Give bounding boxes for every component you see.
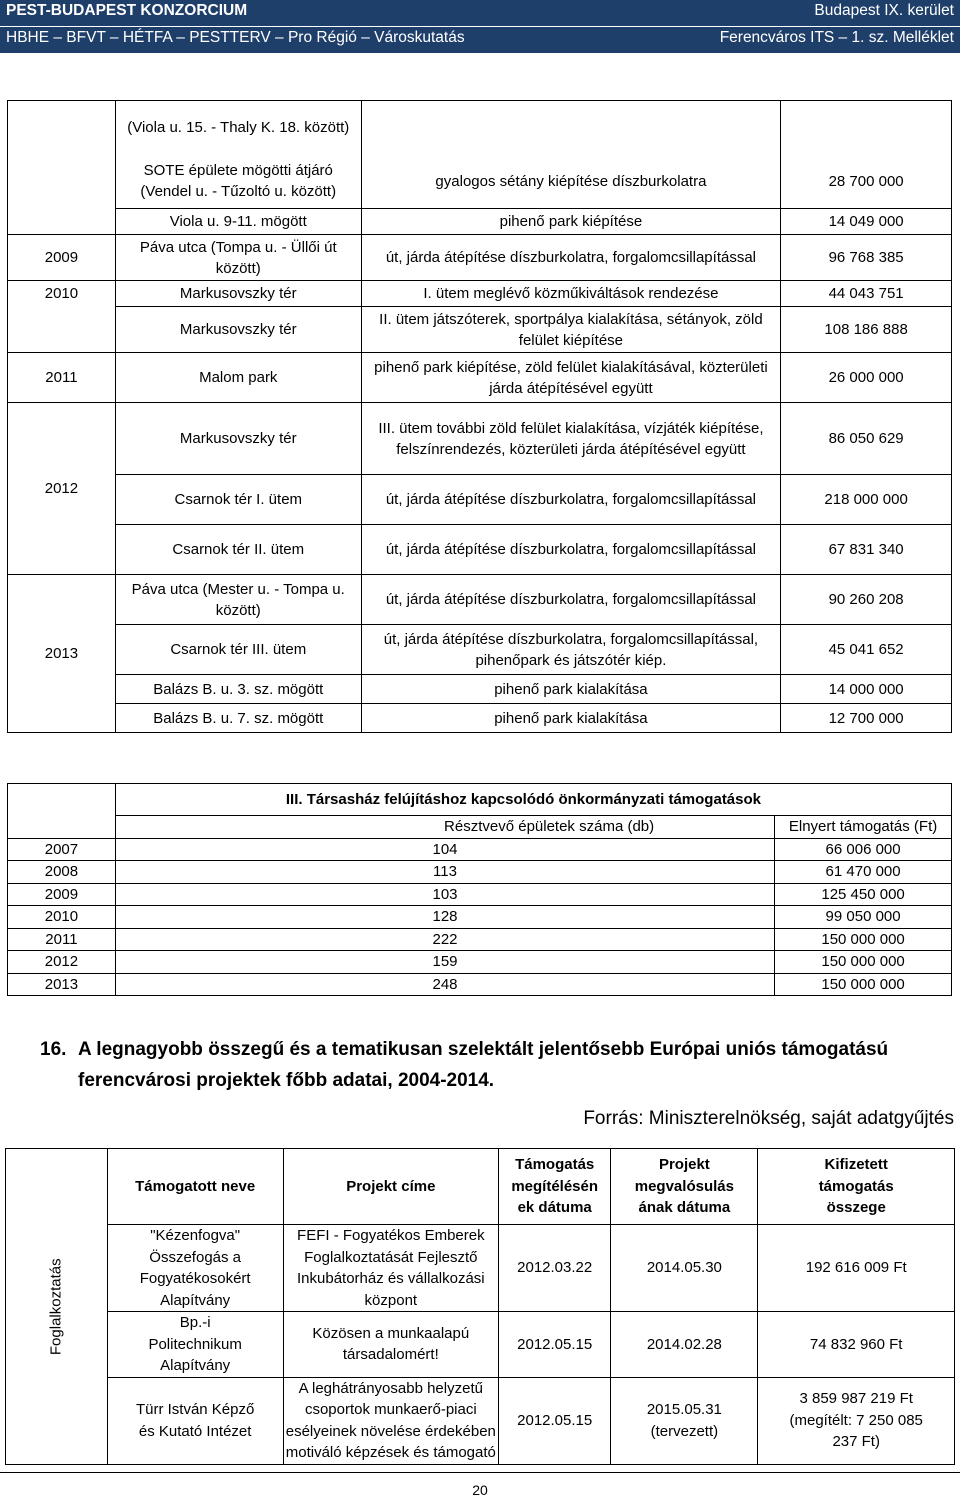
project-amount: 45 041 652	[781, 625, 952, 675]
table-row	[8, 155, 952, 209]
project-amount: 12 700 000	[781, 704, 952, 733]
project-amount: 26 000 000	[781, 353, 952, 403]
project-desc: út, járda átépítése díszburkolatra, forgalomcsillapítással	[361, 235, 781, 281]
year-cell: 2011	[8, 353, 116, 403]
year-cell: 2013	[8, 575, 116, 733]
header-org: PEST-BUDAPEST KONZORCIUM	[6, 2, 248, 19]
project-desc: III. ütem további zöld felület kialakítása, vízjáték kiépítése, felszínrendezés, közterületi járda átépítésével együtt	[361, 403, 781, 475]
project-place: Balázs B. u. 7. sz. mögött	[115, 704, 361, 733]
table-row: 2008 113 61 470 000	[8, 861, 952, 884]
table-row	[8, 625, 952, 675]
project-desc: II. ütem játszóterek, sportpálya kialakítása, sétányok, zöld felület kiépítése	[361, 307, 781, 353]
col-header-award-date: Támogatás megítélésén ek dátuma	[499, 1149, 611, 1225]
project-amount: 67 831 340	[781, 525, 952, 575]
project-desc: út, járda átépítése díszburkolatra, forgalomcsillapítással	[361, 475, 781, 525]
project-place: Malom park	[115, 353, 361, 403]
table-row: 2013 248 150 000 000	[8, 973, 952, 996]
col-header-beneficiary: Támogatott neve	[107, 1149, 283, 1225]
project-desc: pihenő park kiépítése, zöld felület kialakításával, közterületi járda átépítésével együtt	[361, 353, 781, 403]
project-amount: 218 000 000	[781, 475, 952, 525]
section-title-line1: A legnagyobb összegű és a tematikusan szelektált jelentősebb Európai uniós támogatású	[78, 1039, 889, 1060]
project-amount: 28 700 000	[781, 155, 952, 209]
project-desc: pihenő park kiépítése	[361, 209, 781, 235]
project-place: SOTE épülete mögötti átjáró (Vendel u. - Tűzoltó u. között)	[115, 155, 361, 209]
project-place: Csarnok tér III. ütem	[115, 625, 361, 675]
project-place: Balázs B. u. 3. sz. mögött	[115, 675, 361, 704]
projects-table	[7, 100, 952, 733]
project-amount: 86 050 629	[781, 403, 952, 475]
page-number: 20	[472, 1482, 488, 1498]
project-place: (Viola u. 15. - Thaly K. 18. között)	[115, 101, 361, 155]
table-row	[8, 235, 952, 281]
project-place: Csarnok tér II. ütem	[115, 525, 361, 575]
table-row: 2007 104 66 006 000	[8, 838, 952, 861]
table-row	[8, 575, 952, 625]
table-title: III. Társasház felújításhoz kapcsolódó önkormányzati támogatások	[115, 784, 951, 816]
header-district: Budapest IX. kerület	[814, 2, 954, 19]
table-row: Türr István Képző és Kutató Intézet A leghátrányosabb helyzetű csoportok munkaerő-piaci esélyeinek növelése érdekében motiváló képzések és támogató 2012.05.15 2015.05.31 (tervezett) 3 859 987 219 Ft (megítélt: 7 250 085 237 Ft)	[6, 1377, 955, 1464]
project-amount: 108 186 888	[781, 307, 952, 353]
header-bar-2	[0, 27, 960, 53]
table-row: 2010 128 99 050 000	[8, 906, 952, 929]
project-place: Markusovszky tér	[115, 281, 361, 307]
table-header-row	[6, 1149, 955, 1225]
col-header-project: Projekt címe	[283, 1149, 498, 1225]
project-desc: pihenő park kialakítása	[361, 704, 781, 733]
project-place: Viola u. 9-11. mögött	[115, 209, 361, 235]
col-header-paid: Kifizetett támogatás összege	[758, 1149, 955, 1225]
header-bar-1	[0, 0, 960, 26]
section-number: 16.	[40, 1039, 67, 1060]
table-row: 2012 159 150 000 000	[8, 951, 952, 974]
year-cell: 2012	[8, 403, 116, 575]
table-row: 2009 103 125 450 000	[8, 883, 952, 906]
table-row	[8, 281, 952, 307]
table-row	[8, 209, 952, 235]
table-row	[8, 101, 952, 155]
year-cell: 2009	[8, 235, 116, 281]
project-amount: 14 000 000	[781, 675, 952, 704]
section-heading	[40, 1034, 888, 1096]
year-cell: 2010	[8, 281, 116, 353]
project-place: Csarnok tér I. ütem	[115, 475, 361, 525]
eu-projects-table	[5, 1148, 955, 1465]
project-desc: út, járda átépítése díszburkolatra, forgalomcsillapítással, pihenőpark és játszótér kiép.	[361, 625, 781, 675]
source-note: Forrás: Miniszterelnökség, saját adatgyűjtés	[583, 1108, 954, 1129]
project-amount: 44 043 751	[781, 281, 952, 307]
table-title-row	[8, 784, 952, 816]
col-header-support: Elnyert támogatás (Ft)	[775, 816, 952, 839]
col-header-end-date: Projekt megvalósulás ának dátuma	[611, 1149, 758, 1225]
condo-support-table	[7, 783, 952, 996]
project-desc: út, járda átépítése díszburkolatra, forgalomcsillapítással	[361, 575, 781, 625]
table-row	[8, 353, 952, 403]
project-amount: 14 049 000	[781, 209, 952, 235]
table-row	[8, 403, 952, 475]
footer-divider	[0, 1472, 960, 1473]
section-title-line2: ferencvárosi projektek főbb adatai, 2004-2014.	[78, 1070, 495, 1091]
project-desc: út, járda átépítése díszburkolatra, forgalomcsillapítással	[361, 525, 781, 575]
table-row: Bp.-i Politechnikum Alapítvány Közösen a munkaalapú társadalomért! 2012.05.15 2014.02.28 74 832 960 Ft	[6, 1312, 955, 1378]
table-row: "Kézenfogva" Összefogás a Fogyatékosokért Alapítvány FEFI - Fogyatékos Emberek Foglalkoztatását Fejlesztő Inkubátorház és vállalkozási központ 2012.03.22 2014.05.30 192 616 009 Ft	[6, 1225, 955, 1312]
project-place: Markusovszky tér	[115, 307, 361, 353]
project-desc: I. ütem meglévő közműkiváltások rendezése	[361, 281, 781, 307]
col-header-buildings: Résztvevő épületek száma (db)	[115, 816, 774, 839]
header-partners: HBHE – BFVT – HÉTFA – PESTTERV – Pro Régió – Városkutatás	[6, 29, 465, 46]
project-amount: 96 768 385	[781, 235, 952, 281]
table-row: 2011 222 150 000 000	[8, 928, 952, 951]
table-row	[8, 675, 952, 704]
category-cell	[6, 1149, 108, 1465]
category-label: Foglalkoztatás	[47, 1257, 65, 1355]
table-header-row	[8, 816, 952, 839]
project-place: Páva utca (Mester u. - Tompa u. között)	[115, 575, 361, 625]
table-row	[8, 475, 952, 525]
table-row	[8, 704, 952, 733]
project-desc: gyalogos sétány kiépítése díszburkolatra	[361, 155, 781, 209]
table-row	[8, 307, 952, 353]
project-desc: pihenő park kialakítása	[361, 675, 781, 704]
project-place: Markusovszky tér	[115, 403, 361, 475]
project-amount: 90 260 208	[781, 575, 952, 625]
project-place: Páva utca (Tompa u. - Üllői út között)	[115, 235, 361, 281]
header-document: Ferencváros ITS – 1. sz. Melléklet	[719, 29, 954, 46]
table-row	[8, 525, 952, 575]
